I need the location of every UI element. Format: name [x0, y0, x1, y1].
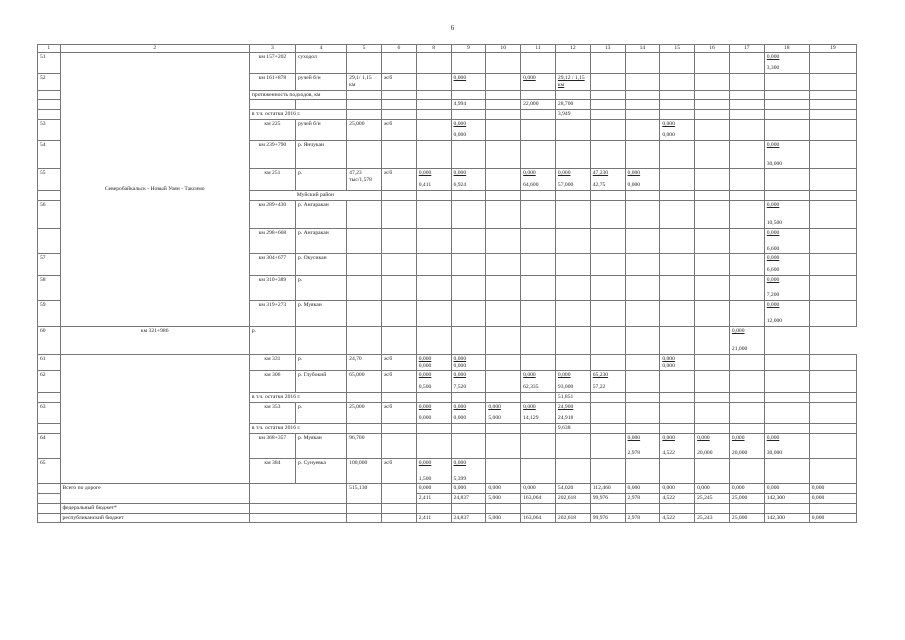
note-cell: в т.ч. остатки 2016 г.	[249, 392, 346, 402]
row-number: 56	[38, 200, 61, 228]
row-number: 59	[38, 301, 61, 326]
location-km: км 157+202	[249, 52, 295, 73]
header-cell: 3	[249, 45, 295, 53]
value-cell: 22,000	[521, 100, 556, 110]
value-cell: 5,000	[486, 494, 521, 504]
value-cell: ж/б	[381, 74, 416, 90]
object-name: ручей б/н	[295, 119, 346, 140]
value-cell: 47,230 42,75	[590, 169, 625, 190]
value-cell: 0,000 6,600	[764, 228, 809, 253]
value-cell: 0,000	[451, 484, 486, 494]
value-cell: 0,000 0,000	[416, 402, 451, 423]
value-cell: 0,000 0,000	[451, 402, 486, 423]
value-cell: 0,000	[625, 484, 660, 494]
location-km: км 353	[249, 402, 295, 423]
note-cell: в т.ч. остатки 2016 г.	[249, 423, 346, 433]
value-cell: 0,000	[416, 484, 451, 494]
value-cell: 24,70	[347, 354, 382, 370]
object-name: р.	[295, 275, 346, 300]
value-cell: 163,064	[521, 494, 556, 504]
budget-table	[37, 44, 857, 523]
object-name: р. Ангаракан	[295, 228, 346, 253]
value-cell: 0,000 30,000	[764, 433, 809, 458]
value-cell: 47,23 тыс/1,578	[347, 169, 382, 190]
row-number: 58	[38, 275, 61, 300]
object-name: суходол	[295, 52, 346, 73]
object-name: ручей б/н	[295, 74, 346, 90]
row-number: 54	[38, 141, 61, 169]
value-cell: 25,000	[729, 513, 764, 523]
value-cell: 100,000	[347, 459, 382, 484]
header-cell: 19	[809, 45, 856, 53]
value-cell: 0,000 21,000	[729, 326, 764, 354]
value-cell: 0,000 64,600	[521, 169, 556, 190]
value-cell: 0,000 4,522	[660, 433, 695, 458]
value-cell: 0,000 20,000	[695, 433, 730, 458]
row-number: 64	[38, 433, 61, 458]
header-cell: 2	[60, 45, 249, 53]
value-cell: 0,000 2,978	[625, 433, 660, 458]
object-name: р.	[295, 169, 346, 190]
value-cell: 0,000 12,000	[764, 301, 809, 326]
value-cell: 25,000	[347, 402, 382, 423]
location-km: км 289+430	[249, 200, 295, 228]
road-name-cell-continued	[60, 354, 249, 483]
value-cell: 142,300	[764, 494, 809, 504]
row-number: 57	[38, 254, 61, 275]
header-cell: 9	[451, 45, 486, 53]
header-cell: 4	[295, 45, 346, 53]
object-name: р. Янчукан	[295, 141, 346, 169]
header-cell: 14	[625, 45, 660, 53]
value-cell: 112,460	[590, 484, 625, 494]
value-cell: 0,000 57,000	[555, 169, 590, 190]
value-cell: 29,12 / 1,15 км	[555, 74, 590, 90]
value-cell: 51,851	[555, 392, 590, 402]
object-name: р. Ангаракан	[295, 200, 346, 228]
row-number: 65	[38, 459, 61, 484]
value-cell: 0,000 0,000	[416, 354, 451, 370]
value-cell: 99,976	[590, 513, 625, 523]
note-cell: в т.ч. остатки 2016 г.	[249, 109, 346, 119]
value-cell: 142,300	[764, 513, 809, 523]
table-row-republic	[38, 513, 857, 523]
value-cell: 65,230 57,22	[590, 371, 625, 392]
value-cell: 0,000 6,600	[764, 254, 809, 275]
table-row	[38, 354, 857, 370]
value-cell: 0,000 0,000	[660, 119, 695, 140]
value-cell: 0,000 1,500	[416, 459, 451, 484]
value-cell: 0,000 0,411	[416, 169, 451, 190]
object-name: р. Муякан	[295, 433, 346, 458]
location-km: км 384	[249, 459, 295, 484]
object-name: р.	[295, 402, 346, 423]
row-number: 62	[38, 371, 61, 392]
value-cell: 54,020	[555, 484, 590, 494]
value-cell: 25,000	[729, 494, 764, 504]
value-cell: 0,000 0,000	[451, 354, 486, 370]
header-cell: 17	[729, 45, 764, 53]
value-cell: ж/б	[381, 459, 416, 484]
value-cell: 2,978	[625, 513, 660, 523]
value-cell: 0,000 7,520	[451, 371, 486, 392]
object-name: р. Окусикан	[295, 254, 346, 275]
value-cell: 0,000 62,335	[521, 371, 556, 392]
value-cell: 0,000	[809, 494, 856, 504]
value-cell: 0,000 93,000	[555, 371, 590, 392]
value-cell: 99,976	[590, 494, 625, 504]
table-row-total	[38, 484, 857, 494]
value-cell: 0,000 0,000	[660, 354, 695, 370]
row-number: 60	[38, 326, 61, 354]
header-cell: 1	[38, 45, 61, 53]
row-number: 51	[38, 52, 61, 73]
value-cell: 515,130	[347, 484, 382, 503]
object-name: р.	[295, 354, 346, 370]
header-cell: 13	[590, 45, 625, 53]
value-cell: 0,000	[660, 484, 695, 494]
value-cell: 0,000	[521, 484, 556, 494]
header-cell: 11	[521, 45, 556, 53]
value-cell: 0,000	[695, 484, 730, 494]
location-km: км 321+986	[60, 326, 249, 354]
value-cell: 0,000	[809, 484, 856, 494]
value-cell: 25,245	[695, 494, 730, 504]
value-cell: 0,000 30,000	[764, 141, 809, 169]
value-cell: 0,000 3,300	[764, 52, 809, 73]
value-cell: 0,000	[486, 484, 521, 494]
header-row	[38, 45, 857, 53]
table-row-federal	[38, 503, 857, 513]
value-cell: 202,618	[555, 513, 590, 523]
value-cell: 0,000	[521, 74, 556, 90]
road-name-cell: Северобайкальск - Новый Уоян - Таксимо	[60, 52, 249, 326]
value-cell: 0,000 5,000	[486, 402, 521, 423]
value-cell: ж/б	[381, 371, 416, 392]
header-cell: 6	[381, 45, 416, 53]
value-cell: 163,064	[521, 513, 556, 523]
location-km: км 225	[249, 119, 295, 140]
location-km: км 304+677	[249, 254, 295, 275]
value-cell: 0,000 7,200	[764, 275, 809, 300]
value-cell: 0,000 0,000	[625, 169, 660, 190]
row-number: 53	[38, 119, 61, 140]
row-number: 55	[38, 169, 61, 190]
value-cell: 0,000 14,129	[521, 402, 556, 423]
value-cell: 2,411	[416, 494, 451, 504]
value-cell: 4,522	[660, 513, 695, 523]
value-cell: 24,837	[451, 494, 486, 504]
value-cell: 2,411	[416, 513, 451, 523]
location-km: км 298+668	[249, 228, 295, 253]
value-cell: 65,000	[347, 371, 382, 392]
object-name: р. Муякан	[295, 301, 346, 326]
row-number: 52	[38, 74, 61, 90]
location-km: км 310+389	[249, 275, 295, 300]
table-row	[38, 52, 857, 73]
value-cell: 202,618	[555, 494, 590, 504]
value-cell: 0,000 0,000	[451, 119, 486, 140]
header-cell: 15	[660, 45, 695, 53]
page-number: 6	[450, 24, 455, 32]
row-number: 63	[38, 402, 61, 423]
value-cell: 5,000	[486, 513, 521, 523]
location-km: км 161+878	[249, 74, 295, 90]
total-label: Всего по дороге	[60, 484, 249, 503]
table-row	[38, 326, 857, 354]
note-cell: протяженность подходов, км	[249, 90, 346, 100]
value-cell: 9,638	[555, 423, 590, 433]
value-cell: 0,000	[729, 484, 764, 494]
value-cell: 0,000 6,924	[451, 169, 486, 190]
value-cell: 96,700	[347, 433, 382, 458]
value-cell: 0,000 5,399	[451, 459, 486, 484]
value-cell: 4,522	[660, 494, 695, 504]
value-cell: 24,837	[451, 513, 486, 523]
header-cell: 10	[486, 45, 521, 53]
location-km: км 368+357	[249, 433, 295, 458]
value-cell: 0,000	[764, 484, 809, 494]
header-cell: 8	[416, 45, 451, 53]
value-cell: 28,700	[555, 100, 590, 110]
value-cell: 2,978	[625, 494, 660, 504]
federal-label: федеральный бюджет*	[60, 503, 249, 513]
header-cell: 5	[347, 45, 382, 53]
header-cell: 12	[555, 45, 590, 53]
location-km: км 306	[249, 371, 295, 392]
value-cell: ж/б	[381, 402, 416, 423]
value-cell: ж/б	[381, 169, 416, 190]
value-cell: ж/б	[381, 119, 416, 140]
value-cell: 24,900 24,918	[555, 402, 590, 423]
object-name: р. Сунуевка	[295, 459, 346, 484]
value-cell: 0,000 20,000	[729, 433, 764, 458]
location-km: км 319+273	[249, 301, 295, 326]
value-cell: 3,949	[555, 109, 590, 119]
location-km: км 331	[249, 354, 295, 370]
value-cell: 0,000	[809, 513, 856, 523]
object-name: р. Глубокий	[295, 371, 346, 392]
row-number: 61	[38, 354, 61, 370]
location-km: км 239+790	[249, 141, 295, 169]
object-name: р.	[249, 326, 295, 354]
location-km: км 251	[249, 169, 295, 190]
value-cell: 29,1/ 1,15 км	[347, 74, 382, 90]
district-name: Муйский район	[249, 190, 381, 200]
value-cell: 25,243	[695, 513, 730, 523]
value-cell: 0,000 0,500	[416, 371, 451, 392]
value-cell: ж/б	[381, 354, 416, 370]
value-cell: 4,994	[451, 100, 486, 110]
value-cell: 0,000 10,500	[764, 200, 809, 228]
republic-label: республиканский бюджет	[60, 513, 249, 523]
value-cell: 25,000	[347, 119, 382, 140]
header-cell: 16	[695, 45, 730, 53]
header-cell: 18	[764, 45, 809, 53]
value-cell: 0,000	[451, 74, 486, 90]
